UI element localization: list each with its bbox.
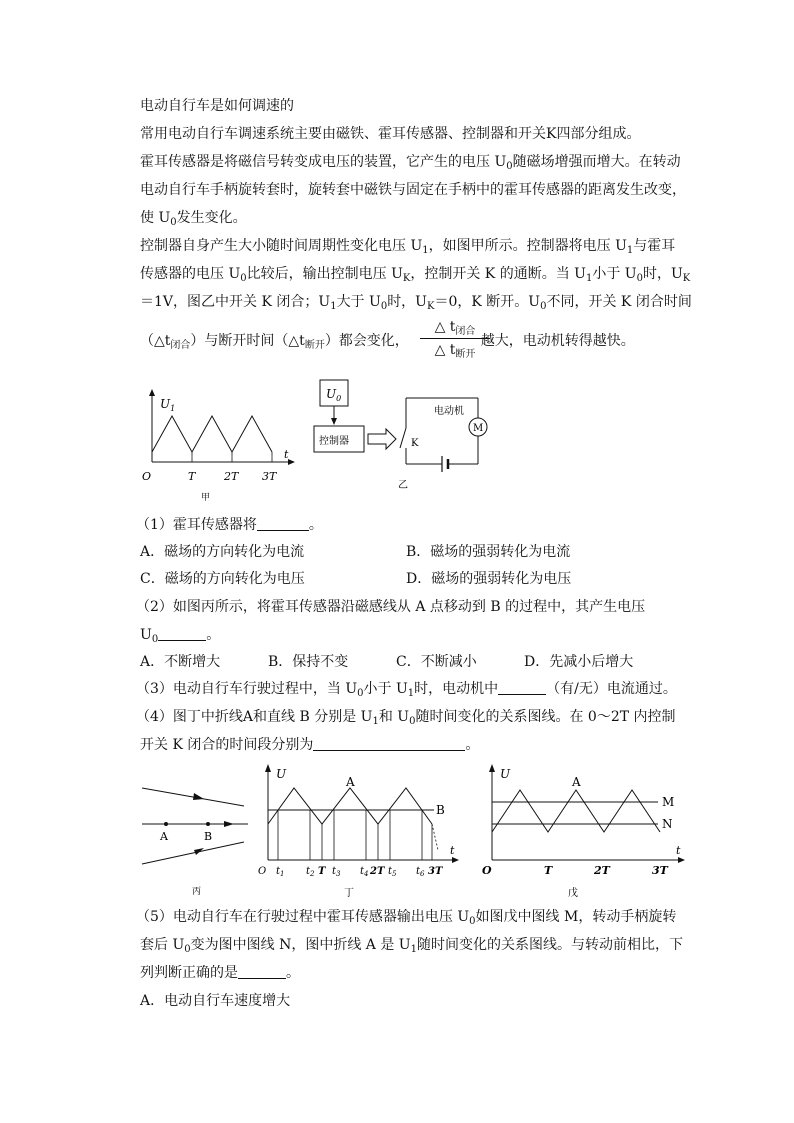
- wu-polyline-a: [492, 790, 660, 832]
- figure-ding: [256, 762, 466, 902]
- ding-label-a: A: [346, 775, 355, 789]
- ding-tick-t1: $t_1$: [276, 866, 285, 878]
- q2-option-a[interactable]: A．不断增大: [140, 654, 221, 670]
- ding-tick-t5: $t_5$: [388, 866, 397, 878]
- yi-controller-box: 控制器: [319, 436, 349, 447]
- wu-label-m: M: [662, 795, 675, 809]
- wu-label-a: A: [572, 775, 581, 789]
- switch-k: [400, 428, 406, 448]
- fraction-denominator: △ $t_{断开}$: [434, 342, 476, 360]
- jia-x-label: t: [284, 448, 289, 461]
- svg-text:M: M: [473, 423, 484, 434]
- question-5-line-3: 列判断正确的是 。: [140, 965, 300, 981]
- q1-option-a[interactable]: A．磁场的方向转化为电流: [140, 544, 305, 560]
- question-2-line-2: $U_0$ 。: [140, 627, 221, 645]
- ding-x-label: t: [450, 844, 455, 857]
- para-2-line-1: 霍耳传感器是将磁信号转变成电压的装置，它产生的电压 $U_0$随磁场增强而增大。在转动: [140, 154, 681, 172]
- wu-tick-T: T: [544, 864, 553, 877]
- para-3-line-2: 传感器的电压 $U_0$比较后，输出控制电压 $U_K$，控制开关 K 的通断。当 $U_1$小于 $U_0$时，$U_K$: [140, 266, 691, 284]
- yi-u0-box: $U_0$: [326, 387, 342, 403]
- para-2-line-2: 电动自行车手柄旋转套时，旋转套中磁铁与固定在手柄中的霍耳传感器的距离发生改变，: [140, 182, 686, 198]
- wu-label-n: N: [662, 817, 673, 831]
- para-1: 常用电动自行车调速系统主要由磁铁、霍耳传感器、控制器和开关K四部分组成。: [140, 126, 641, 142]
- ding-tick-3T: 3T: [428, 866, 443, 877]
- ding-tick-t3: $t_3$: [332, 866, 341, 878]
- ding-tick-2T: 2T: [370, 866, 385, 877]
- point-a: [164, 822, 168, 826]
- question-5-line-2: 套后 $U_0$变为图中图线 N，图中折线 A 是 $U_1$随时间变化的关系图线。与转动前相比，下: [140, 937, 683, 955]
- question-4-line-2: 开关 K 闭合的时间段分别为 。: [140, 737, 480, 753]
- q2-option-b[interactable]: B．保持不变: [268, 654, 349, 670]
- ding-caption: 丁: [344, 888, 354, 899]
- ding-tick-T: T: [318, 866, 326, 877]
- ding-origin: O: [258, 866, 267, 877]
- figure-bing: [138, 782, 256, 898]
- yi-switch-label: K: [411, 438, 419, 449]
- jia-tick-T: T: [188, 470, 196, 483]
- q2-option-d[interactable]: D．先减小后增大: [524, 654, 634, 670]
- jia-y-label: $U_1$: [160, 397, 176, 413]
- time-ratio-fraction: [420, 318, 490, 359]
- wu-caption: 戊: [568, 888, 578, 899]
- question-1: （1）霍耳传感器将 。: [136, 517, 323, 533]
- yi-caption: 乙: [398, 480, 408, 491]
- jia-caption: 甲: [201, 493, 211, 503]
- figure-wu: [478, 762, 690, 902]
- bing-caption: 丙: [192, 887, 202, 897]
- doc-title: 电动自行车是如何调速的: [140, 98, 294, 114]
- figure-jia: [138, 388, 298, 508]
- question-4-line-1: （4）图丁中折线A和直线 B 分别是 $U_1$和 $U_0$随时间变化的关系图线。在 0～2T 内控制: [136, 709, 676, 727]
- wu-y-label: U: [500, 767, 511, 781]
- question-5-line-1: （5）电动自行车在行驶过程中霍耳传感器输出电压 $U_0$如图戊中图线 M，转动手柄旋转: [136, 909, 677, 927]
- q2-option-c[interactable]: C．不断减小: [396, 654, 477, 670]
- wu-tick-3T: 3T: [652, 864, 668, 877]
- wu-origin: O: [482, 864, 492, 877]
- jia-origin: O: [142, 470, 152, 483]
- bing-label-b: B: [204, 830, 213, 843]
- q1-option-d[interactable]: D．磁场的强弱转化为电压: [406, 571, 572, 587]
- para-3-line-4: $(\triangle t_{闭合})$与断开时间$(\triangle t_{断开})$都会变化， 越大，电动机转得越快。: [140, 333, 635, 351]
- ding-tick-t6: $t_6$: [416, 866, 425, 878]
- fraction-numerator: △ $t_{闭合}$: [434, 319, 476, 337]
- wu-x-label: t: [676, 844, 681, 857]
- ding-polyline-a: [268, 788, 432, 824]
- ding-tick-t4: $t_4$: [360, 866, 369, 878]
- jia-tick-3T: 3T: [262, 470, 277, 483]
- question-3: （3）电动自行车行驶过程中，当 $U_0$小于 $U_1$时，电动机中 （有/无）电流通过。: [136, 681, 677, 699]
- para-3-line-3: ＝1V，图乙中开关 K 闭合；$U_1$大于 $U_0$时，$U_K=0$，K 断开。$U_0$不同，开关 K 闭合时间: [140, 294, 692, 312]
- q1-option-c[interactable]: C．磁场的方向转化为电压: [140, 571, 305, 587]
- para-3-line-1: 控制器自身产生大小随时间周期性变化电压 $U_1$，如图甲所示。控制器将电压 $U_1$与霍耳: [140, 238, 676, 256]
- q1-option-b[interactable]: B．磁场的强弱转化为电流: [406, 544, 571, 560]
- point-b: [206, 822, 210, 826]
- jia-tick-2T: 2T: [224, 470, 239, 483]
- wu-tick-2T: 2T: [594, 864, 610, 877]
- para-2-line-3: 使 $U_0$发生变化。: [140, 210, 247, 228]
- ding-y-label: U: [276, 767, 287, 781]
- bing-label-a: A: [160, 830, 168, 843]
- ding-tick-t2: $t_2$: [306, 866, 315, 878]
- figure-yi: [310, 376, 500, 492]
- q5-option-a[interactable]: A．电动自行车速度增大: [140, 993, 291, 1009]
- question-2-line-1: （2）如图丙所示，将霍耳传感器沿磁感线从 A 点移动到 B 的过程中，其产生电压: [136, 599, 646, 615]
- yi-motor-label: 电动机: [434, 406, 464, 417]
- ding-label-b: B: [436, 803, 445, 817]
